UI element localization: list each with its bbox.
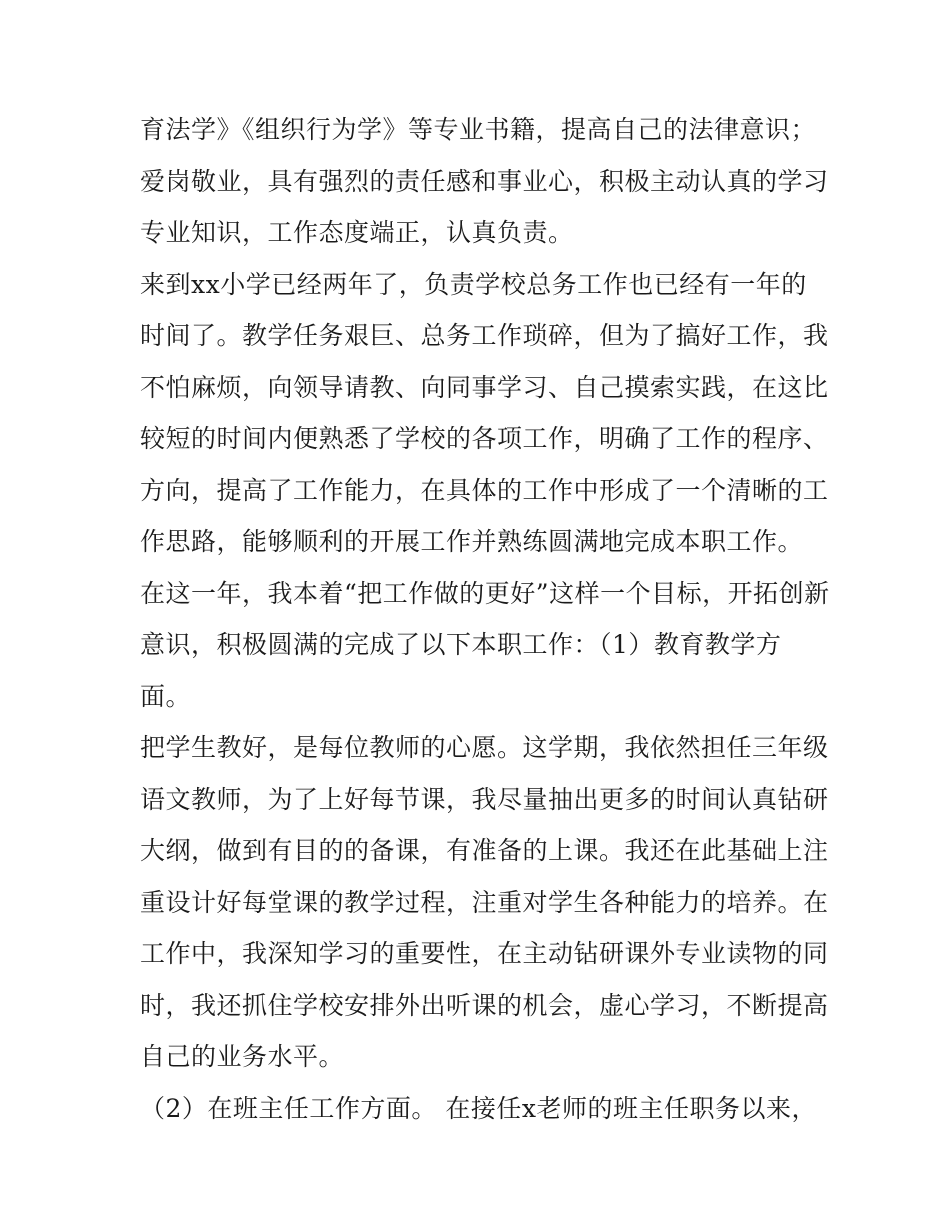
- text-line: 作思路，能够顺利的开展工作并熟练圆满地完成本职工作。: [140, 527, 804, 556]
- text-line: 在这一年，我本着“把工作做的更好”这样一个目标，开拓创新: [140, 578, 830, 608]
- text-line: 意识，积极圆满的完成了以下本职工作：（1）教育教学方: [140, 630, 782, 659]
- text-line: 专业知识，工作态度端正，认真负责。: [140, 218, 574, 247]
- text-line: 时间了。教学任务艰巨、总务工作琐碎，但为了搞好工作，我: [140, 321, 829, 350]
- document-body: [140, 104, 830, 1134]
- text-line: 较短的时间内便熟悉了学校的各项工作，明确了工作的程序、: [140, 424, 829, 453]
- text-line: 来到xx小学已经两年了，负责学校总务工作也已经有一年的: [140, 269, 807, 299]
- text-line: 工作中，我深知学习的重要性，在主动钻研课外专业读物的同: [140, 939, 829, 968]
- text-line: 方向，提高了工作能力，在具体的工作中形成了一个清晰的工: [140, 475, 829, 505]
- text-line: 时，我还抓住学校安排外出听课的机会，虚心学习，不断提高: [140, 990, 829, 1020]
- text-line: 把学生教好，是每位教师的心愿。这学期，我依然担任三年级: [140, 733, 829, 762]
- text-line: 语文教师，为了上好每节课，我尽量抽出更多的时间认真钻研: [140, 784, 829, 814]
- text-line: 不怕麻烦，向领导请教、向同事学习、自己摸索实践，在这比: [140, 372, 829, 402]
- text-line: （2）在班主任工作方面。 在接任x老师的班主任职务以来，: [140, 1093, 817, 1123]
- text-line: 爱岗敬业，具有强烈的责任感和事业心，积极主动认真的学习: [140, 166, 829, 196]
- text-line: 自己的业务水平。: [140, 1042, 345, 1071]
- text-line: 大纲，做到有目的的备课，有准备的上课。我还在此基础上注: [140, 836, 829, 865]
- text-line: 育法学》《组织行为学》等专业书籍，提高自己的法律意识；: [140, 115, 817, 144]
- text-line: 重设计好每堂课的教学过程，注重对学生各种能力的培养。在: [140, 887, 829, 917]
- text-line: 面。: [140, 681, 192, 711]
